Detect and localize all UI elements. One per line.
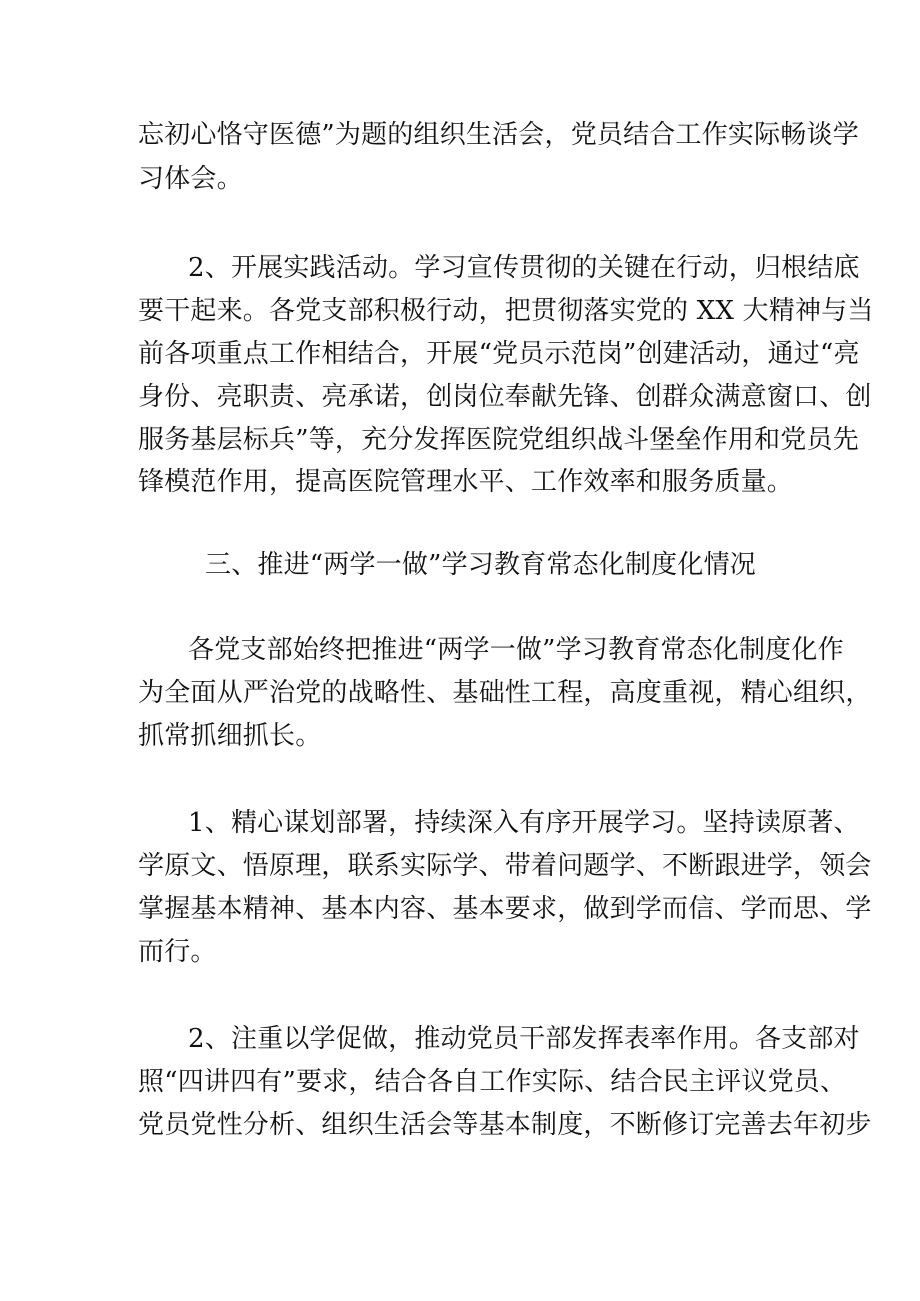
paragraph-line: 服务基层标兵”等，充分发挥医院党组织战斗堡垒作用和党员先 [138, 425, 859, 455]
paragraph-line: 忘初心恪守医德”为题的组织生活会，党员结合工作实际畅谈学 [138, 120, 859, 150]
paragraph-line: 党员党性分析、组织生活会等基本制度，不断修订完善去年初步 [138, 1110, 872, 1140]
paragraph-line: 锋模范作用，提高医院管理水平、工作效率和服务质量。 [138, 467, 794, 497]
paragraph-line: 各党支部始终把推进“两学一做”学习教育常态化制度化作 [188, 635, 844, 665]
paragraph-line: 照“四讲四有”要求，结合各自工作实际、结合民主评议党员、 [138, 1067, 847, 1097]
paragraph-line: 要干起来。各党支部积极行动，把贯彻落实党的 XX 大精神与当 [138, 296, 874, 326]
paragraph-line: 2、开展实践活动。学习宣传贯彻的关键在行动，归根结底 [188, 253, 860, 283]
paragraph-line: 掌握基本精神、基本内容、基本要求，做到学而信、学而思、学 [138, 894, 872, 924]
paragraph-line: 身份、亮职责、亮承诺，创岗位奉献先锋、创群众满意窗口、创 [138, 382, 872, 412]
paragraph-line: 学原文、悟原理，联系实际学、带着问题学、不断跟进学，领会 [138, 851, 872, 881]
paragraph-line: 而行。 [138, 937, 217, 967]
paragraph-line: 1、精心谋划部署，持续深入有序开展学习。坚持读原著、 [188, 808, 860, 838]
paragraph-line: 习体会。 [138, 164, 243, 194]
paragraph-line: 为全面从严治党的战略性、基础性工程，高度重视，精心组织， [138, 678, 872, 708]
paragraph-line: 前各项重点工作相结合，开展“党员示范岗”创建活动，通过“亮 [138, 339, 860, 369]
paragraph-line: 抓常抓细抓长。 [138, 721, 322, 751]
section-heading: 三、推进“两学一做”学习教育常态化制度化情况 [205, 550, 756, 580]
paragraph-line: 2、注重以学促做，推动党员干部发挥表率作用。各支部对 [188, 1024, 860, 1054]
